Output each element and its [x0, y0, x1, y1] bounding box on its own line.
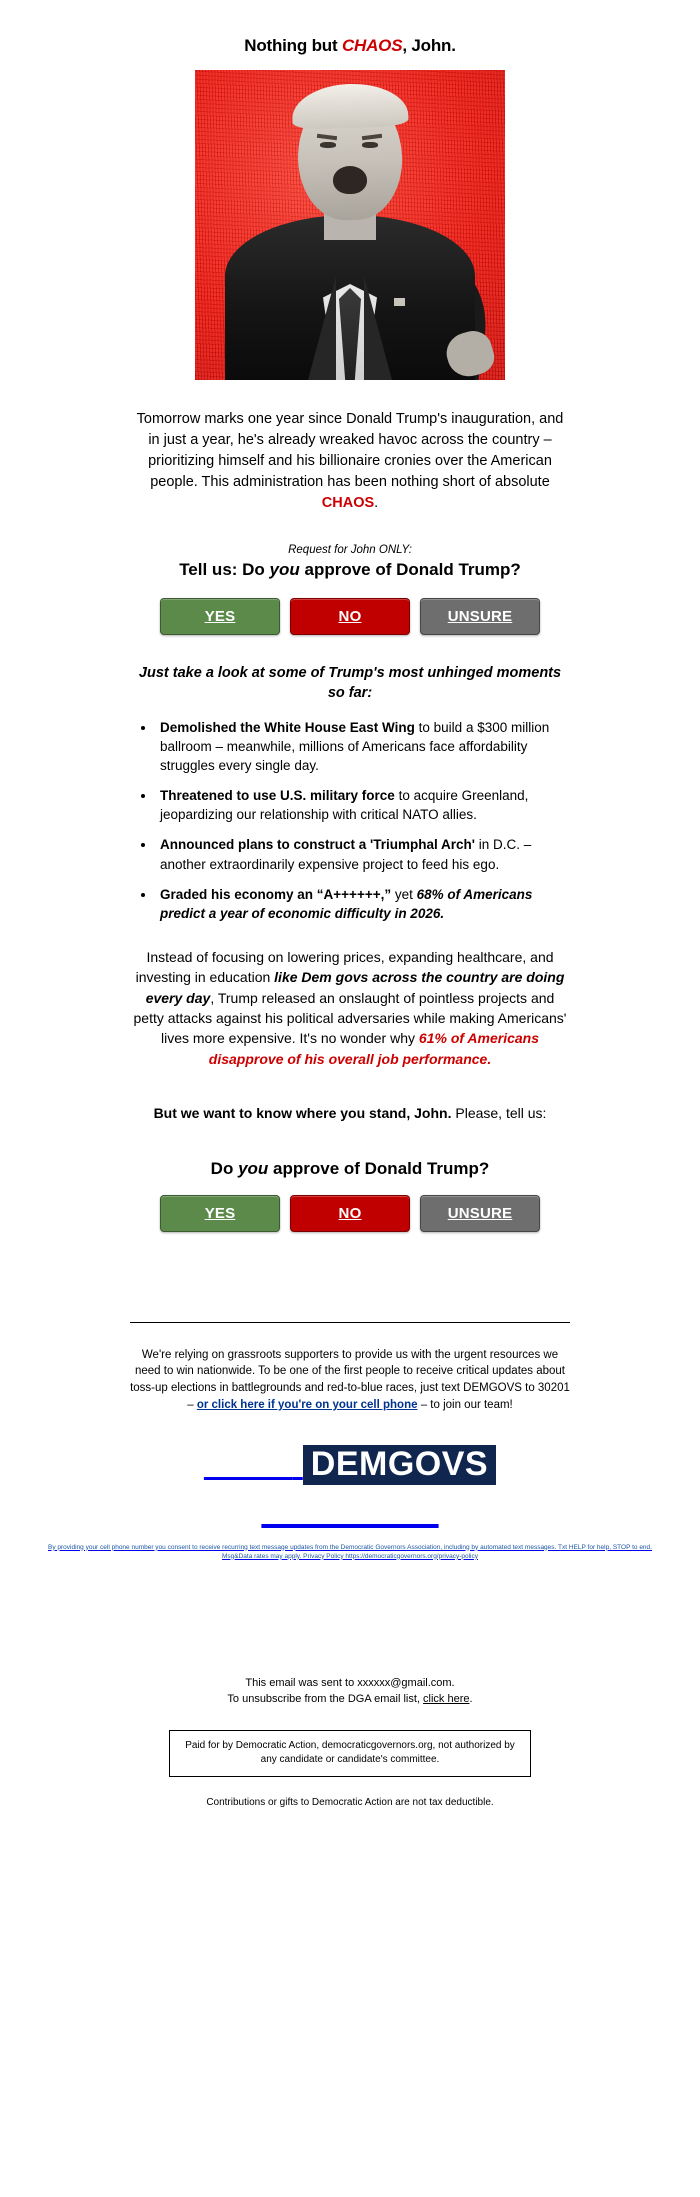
unsubscribe-prefix: To unsubscribe from the DGA email list,	[227, 1693, 424, 1706]
bullet-rest-2: to acquire Greenland, jeopardizing our relationship with critical NATO allies.	[160, 788, 529, 823]
closing-text-1: Instead of focusing on lowering prices, expanding healthcare, and investing in education	[135, 949, 554, 986]
bullet-rest-1: to build a $300 million ballroom – meanwhile, millions of Americans face affordability struggles every single day.	[160, 719, 550, 773]
intro-emphasis: CHAOS	[321, 494, 375, 511]
figure-hair	[291, 82, 408, 130]
bullet-rest-3: in D.C. – another extraordinarily expensive project to feed his ego.	[160, 837, 532, 872]
unsure-button-bottom[interactable]: UNSURE	[420, 1195, 540, 1232]
approval-buttons-bottom	[130, 1191, 570, 1238]
sent-to-line: This email was sent to xxxxxx@gmail.com.	[245, 1676, 455, 1689]
hero-figure	[195, 80, 505, 380]
demgovs-word-demgovs: DEMGOVS	[303, 1445, 496, 1485]
list-item	[156, 718, 570, 775]
request-line: Request for John ONLY:	[288, 544, 412, 557]
stand-line-bold: But we want to know where you stand, John.	[153, 1104, 452, 1121]
bullet-bold-2: Threatened to use U.S. military force	[160, 788, 395, 804]
ask-heading-top	[130, 558, 570, 594]
footer-cta-text-2: – to join our team!	[417, 1398, 513, 1411]
page-title	[130, 0, 570, 70]
section-divider	[130, 1322, 570, 1323]
list-item	[156, 835, 570, 873]
footer-cta-paragraph	[130, 1335, 570, 1414]
headline-prefix: Nothing but	[244, 36, 342, 55]
demgovs-banner-wrap	[0, 1425, 700, 1565]
closing-text-2: , Trump released an onslaught of pointless projects and petty attacks against his political adversaries while making Americans' lives more expensive. It's no wonder why	[133, 989, 567, 1047]
paid-for-disclaimer: Paid for by Democratic Action, democraticgovernors.org, not authorized by any candidate or candidate's committee.	[169, 1730, 531, 1777]
bullet-bold-3: Announced plans to construct a 'Triumphal Arch'	[160, 837, 475, 853]
closing-red-stat: 61% of Americans disapprove of his overall job performance.	[208, 1030, 539, 1067]
ask-heading-bottom-italic: you	[238, 1159, 269, 1179]
unsure-button-top[interactable]: UNSURE	[420, 598, 540, 635]
no-button-bottom[interactable]: NO	[290, 1195, 410, 1232]
list-item	[156, 885, 570, 923]
unsubscribe-link[interactable]: click here	[423, 1693, 470, 1706]
yes-button-bottom[interactable]: YES	[160, 1195, 280, 1232]
figure-eye-right	[362, 142, 378, 148]
demgovs-fine-print: By providing your cell phone number you consent to receive recurring text message updates from the Democratic Governors Association, including by automated text messages. Txt HELP for help, STOP to end. Msg&Data rates may apply. Privacy Policy https://democraticgovernors.org/privacy-policy	[48, 1543, 652, 1560]
ask-heading-bottom-part2: approve of Donald Trump?	[268, 1159, 490, 1179]
bullet-list	[130, 718, 570, 923]
ask-heading-top-part1: Tell us: Do	[179, 560, 270, 580]
text-signup-link[interactable]: or click here if you're on your cell phone	[196, 1398, 418, 1411]
hero-image-trump	[195, 70, 505, 380]
no-button-top[interactable]: NO	[290, 598, 410, 635]
headline-emphasis: CHAOS	[341, 36, 403, 55]
demgovs-word-text: TEXT	[203, 1444, 293, 1483]
demgovs-banner[interactable]	[0, 1445, 700, 1565]
stand-line	[130, 1083, 570, 1123]
list-item	[156, 786, 570, 824]
yes-button-top[interactable]: YES	[160, 598, 280, 635]
figure-eye-left	[320, 142, 336, 148]
figure-open-mouth	[333, 166, 367, 194]
bullet-rest-4: yet	[391, 886, 417, 902]
approval-buttons-top	[130, 594, 570, 641]
ask-heading-bottom	[130, 1137, 570, 1191]
bullet-italic-tail-4: 68% of Americans predict a year of economic difficulty in 2026.	[160, 886, 533, 921]
hero-image-wrap	[0, 70, 700, 380]
email-footer	[130, 1565, 570, 1708]
closing-paragraph	[130, 937, 570, 1069]
footer-cta-text-1: We're relying on grassroots supporters to provide us with the urgent resources we need to win nationwide. To be one of the first people to receive critical updates about toss-up elections in battlegrounds and red-to-blue races, just text DEMGOVS to 30201 –	[130, 1348, 570, 1411]
intro-paragraph	[130, 395, 570, 514]
figure-flag-pin	[394, 298, 405, 306]
tax-deductible-note: Contributions or gifts to Democratic Action are not tax deductible.	[206, 1796, 494, 1808]
demgovs-line-1	[0, 1445, 700, 1485]
intro-text-1: Tomorrow marks one year since Donald Trump's inauguration, and in just a year, he's already wreaked havoc across the country – prioritizing himself and his billionaire cronies over the American people. This administration has been nothing short of absolute	[136, 410, 564, 490]
bullet-bold-4: Graded his economy an “A++++++,”	[160, 886, 392, 902]
intro-text-2: .	[374, 494, 379, 511]
ask-heading-top-part2: approve of Donald Trump?	[299, 560, 521, 580]
unsubscribe-line	[130, 1691, 570, 1708]
ask-heading-bottom-part1: Do	[210, 1159, 239, 1179]
demgovs-line-2: TO 30201	[261, 1486, 439, 1531]
lead-in-text: Just take a look at some of Trump's most unhinged moments so far:	[138, 665, 562, 702]
unsubscribe-suffix: .	[469, 1693, 473, 1706]
bullet-bold-1: Demolished the White House East Wing	[160, 719, 415, 735]
ask-heading-top-italic: you	[269, 560, 300, 580]
closing-bold-italic: like Dem govs across the country are doing every day	[145, 969, 565, 1006]
headline-suffix: , John.	[402, 36, 456, 55]
stand-line-rest: Please, tell us:	[451, 1104, 547, 1121]
